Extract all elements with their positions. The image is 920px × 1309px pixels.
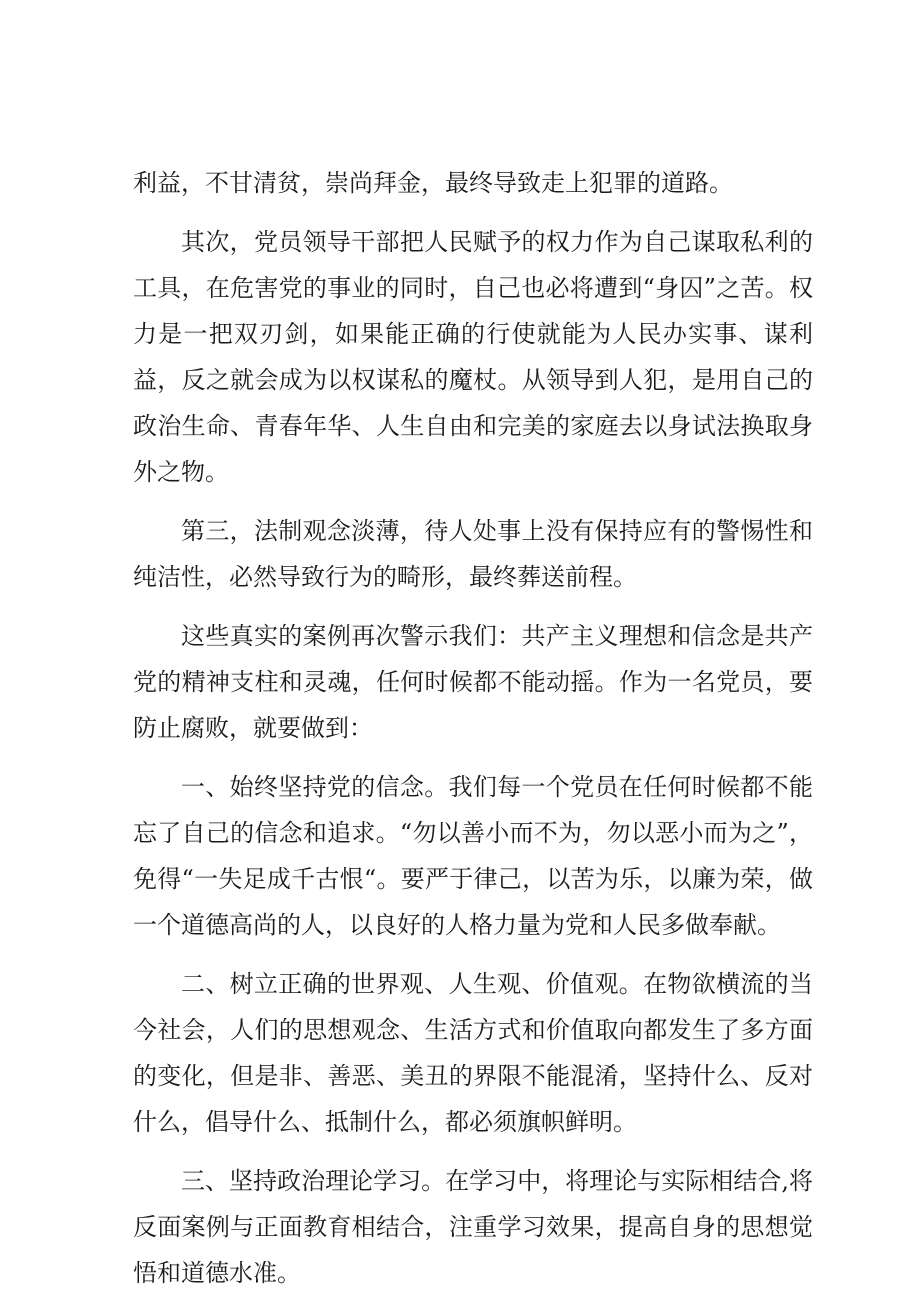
paragraph-point-one: 一、始终坚持党的信念。我们每一个党员在任何时候都不能忘了自己的信念和追求。“勿以善小而不为，勿以恶小而为之”，免得“一失足成千古恨“。要严于律己，以苦为乐，以廉为荣，做一个道德高尚的人，以良好的人格力量为党和人民多做奉献。 xyxy=(133,773,813,939)
paragraph-third-legal: 第三，法制观念淡薄，待人处事上没有保持应有的警惕性和纯洁性，必然导致行为的畸形，最终葬送前程。 xyxy=(133,517,813,591)
paragraph-second-power: 其次，党员领导干部把人民赋予的权力作为自己谋取私利的工具，在危害党的事业的同时，自己也必将遭到“身囚”之苦。权力是一把双刃剑，如果能正确的行使就能为人民办实事、谋利益，反之就会成为以权谋私的魔杖。从领导到人犯，是用自己的政治生命、青春年华、人生自由和完美的家庭去以身试法换取身外之物。 xyxy=(133,228,813,486)
paragraph-point-two: 二、树立正确的世界观、人生观、价值观。在物欲横流的当今社会，人们的思想观念、生活方式和价值取向都发生了多方面的变化，但是非、善恶、美丑的界限不能混淆，坚持什么、反对什么，倡导什么、抵制什么，都必须旗帜鲜明。 xyxy=(133,970,813,1136)
paragraph-continuation: 利益，不甘清贫，崇尚拜金，最终导致走上犯罪的道路。 xyxy=(133,169,733,197)
document-body xyxy=(133,160,813,1309)
paragraph-point-three: 三、坚持政治理论学习。在学习中，将理论与实际相结合,将反面案例与正面教育相结合，注重学习效果，提高自身的思想觉悟和道德水准。 xyxy=(133,1167,813,1287)
paragraph-warning: 这些真实的案例再次警示我们：共产主义理想和信念是共产党的精神支柱和灵魂，任何时候都不能动摇。作为一名党员，要防止腐败，就要做到： xyxy=(133,622,813,742)
